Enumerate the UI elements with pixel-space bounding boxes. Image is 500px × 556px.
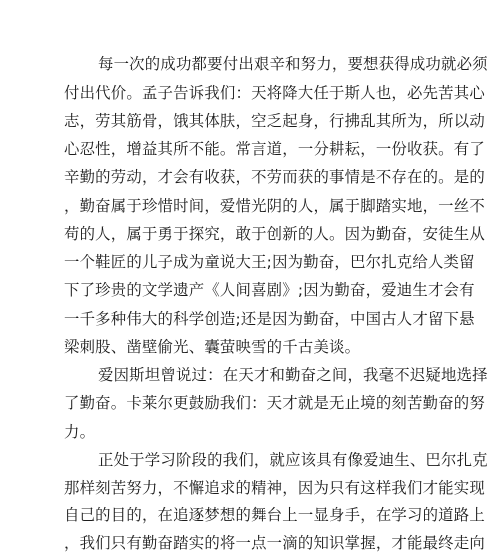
paragraph-2-line: 爱因斯坦曾说过：在天才和勤奋之间，我毫不迟疑地选择 [98,366,488,384]
paragraph-1-line: 付出代价。孟子告诉我们：天将降大任于斯人也，必先苦其心 [64,84,485,102]
paragraph-3-line: ，我们只有勤奋踏实的将一点一滴的知识掌握，才能最终走向 [64,534,485,552]
paragraph-2-line: 了勤奋。卡莱尔更鼓励我们：天才就是无止境的刻苦勤奋的努 [64,394,485,412]
paragraph-3-line: 自己的目的，在追逐梦想的舞台上一显身手，在学习的道路上 [64,506,485,524]
paragraph-1-line: 梁刺股、凿壁偷光、囊萤映雪的千古美谈。 [64,338,361,356]
paragraph-1-line: 心忍性，增益其所不能。常言道，一分耕耘，一份收获。有了 [64,140,485,158]
paragraph-1-line: 志，劳其筋骨，饿其体肤，空乏起身，行拂乱其所为，所以动 [64,112,485,130]
paragraph-1-line: 一个鞋匠的儿子成为童说大王;因为勤奋，巴尔扎克给人类留 [64,253,475,271]
paragraph-1-line: 一千多种伟大的科学创造;还是因为勤奋，中国古人才留下悬 [64,310,475,328]
paragraph-2-line: 力。 [64,423,96,441]
paragraph-1-line: 苟的人，属于勇于探究，敢于创新的人。因为勤奋，安徒生从 [64,225,485,243]
paragraph-3-line: 那样刻苦努力，不懈追求的精神，因为只有这样我们才能实现 [64,479,485,497]
paragraph-3-line: 正处于学习阶段的我们，就应该具有像爱迪生、巴尔扎克 [98,451,488,469]
paragraph-1-line: 下了珍贵的文学遗产《人间喜剧》;因为勤奋，爱迪生才会有 [64,281,475,299]
paragraph-1-line: ，勤奋属于珍惜时间，爱惜光阴的人，属于脚踏实地，一丝不 [64,197,485,215]
paragraph-1-line: 辛勤的劳动，才会有收获，不劳而获的事情是不存在的。是的 [64,168,485,186]
paragraph-1-line: 每一次的成功都要付出艰辛和努力，要想获得成功就必须 [98,55,488,73]
